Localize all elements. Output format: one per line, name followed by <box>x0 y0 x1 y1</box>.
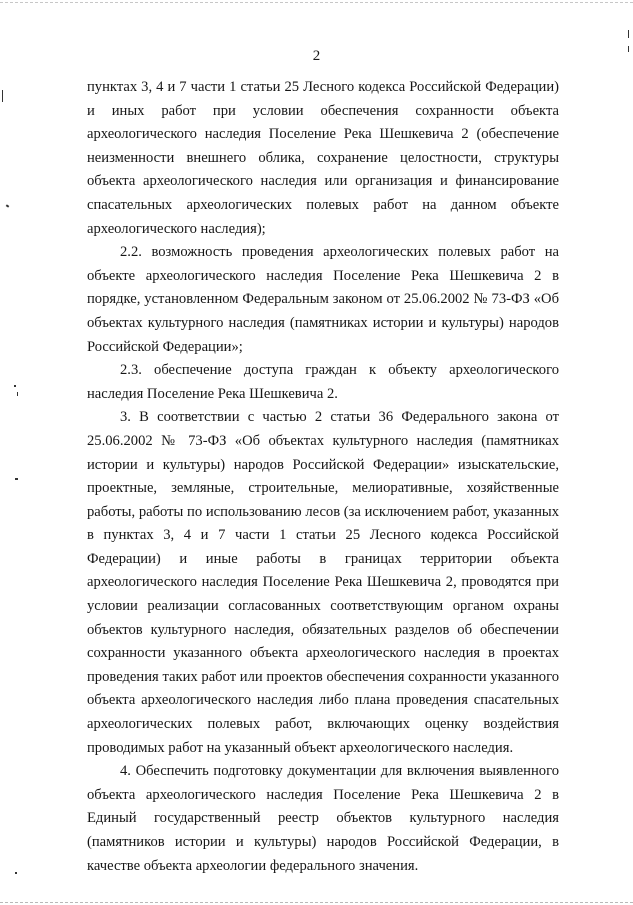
paragraph-2-3: 2.3. обеспечение доступа граждан к объекту археологического наследия Поселение Река Шешкевича 2. <box>87 362 559 402</box>
scan-artifact <box>15 478 18 480</box>
scan-artifact <box>14 385 16 387</box>
scan-artifact <box>628 30 629 38</box>
scan-artifact <box>17 392 18 396</box>
document-body <box>87 76 559 878</box>
paragraph-3: 3. В соответствии с частью 2 статьи 36 Федерального закона от 25.06.2002 № 73-ФЗ «Об объектах культурного наследия (памятниках истории и культуры) народов Российской Федерации» изыскательские, проектные, земляные, строительные, мелиоративные, хозяйственные работы, работы по использованию лесов (за исключением работ, указанных в пунктах 3, 4 и 7 части 1 статьи 25 Лесного кодекса Российской Федерации) и иные работы в границах территории объекта археологического наследия Поселение Река Шешкевича 2, проводятся при условии реализации согласованных соответствующим органом охраны объектов культурного наследия, обязательных разделов об обеспечении сохранности указанного объекта археологического наследия в проектах проведения таких работ или проектов обеспечения сохранности указанного объекта археологического наследия либо плана проведения спасательных археологических полевых работ, включающих оценку воздействия проводимых работ на указанный объект археологического наследия. <box>87 409 559 756</box>
scan-artifact <box>15 872 17 874</box>
scan-edge-bottom <box>0 902 633 904</box>
paragraph-2-2: 2.2. возможность проведения археологических полевых работ на объекте археологического наследия Поселение Река Шешкевича 2 в порядке, установленном Федеральным законом от 25.06.2002 № 73-ФЗ «Об объектах культурного наследия (памятниках истории и культуры) народов Российской Федерации»; <box>87 244 559 355</box>
page-number: 2 <box>312 48 321 64</box>
paragraph-4: 4. Обеспечить подготовку документации для включения выявленного объекта археологического наследия Поселение Река Шешкевича 2 в Единый государственный реестр объектов культурного наследия (памятников истории и культуры) народов Российской Федерации, в качестве объекта археологии федерального значения. <box>87 763 559 874</box>
scan-artifact <box>2 90 3 102</box>
paragraph-continuation: пунктах 3, 4 и 7 части 1 статьи 25 Лесного кодекса Российской Федерации) и иных работ при условии обеспечения сохранности объекта археологического наследия Поселение Река Шешкевича 2 (обеспечение неизменности внешнего облика, сохранение целостности, структуры объекта археологического наследия или организация и финансирование спасательных археологических полевых работ на данном объекте археологического наследия); <box>87 79 559 237</box>
scan-artifact <box>6 204 10 207</box>
scan-edge-top <box>0 2 633 4</box>
